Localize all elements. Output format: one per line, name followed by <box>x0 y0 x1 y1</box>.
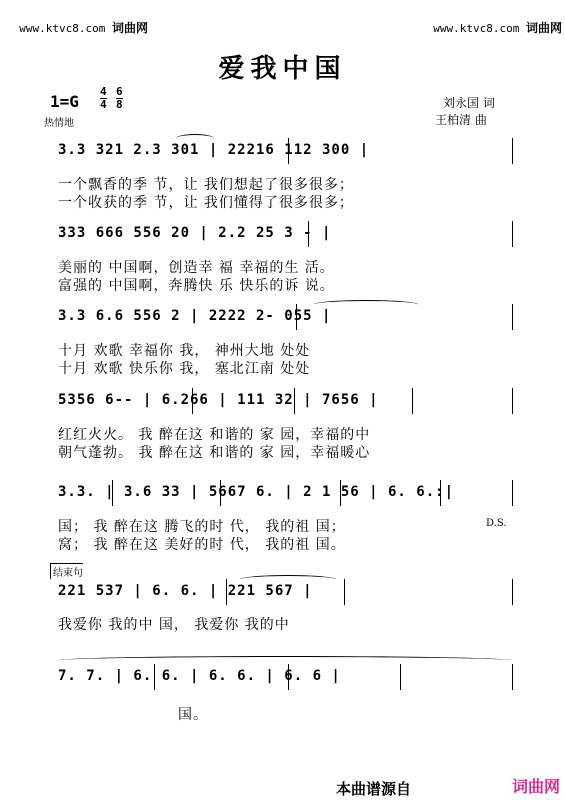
score-row-2 <box>50 225 512 247</box>
time-signature-1: 4 4 <box>100 85 107 111</box>
lyric-row-5-verse-2: 窝； 我 醉在这 美好的时 代， 我的祖 国。 <box>58 537 346 553</box>
lyricist-credit: 刘永国 词 <box>443 96 495 110</box>
composer-credit: 王柏清 曲 <box>435 113 487 127</box>
lyric-row-1-verse-1: 一个飘香的季 节，让 我们想起了很多很多； <box>58 177 354 193</box>
lyric-row-4-verse-2: 朝气蓬勃。 我 醉在这 和谐的 家 园，幸福暖心 <box>58 445 371 461</box>
lyric-row-4-verse-1: 红红火火。 我 醉在这 和谐的 家 园，幸福的中 <box>58 427 371 443</box>
notes-row-4: 5356 6-- | 6.266 | 111 32 | 7656 | <box>58 392 379 408</box>
lyric-row-3-verse-2: 十月 欢歌 快乐你 我， 塞北江南 处处 <box>58 361 311 377</box>
time-signature-2: 6 8 <box>116 85 123 111</box>
lyric-row-6: 我爱你 我的中 国， 我爱你 我的中 <box>58 617 290 633</box>
site-url-right: www.ktvc8.com 词曲网 <box>433 21 562 35</box>
lyric-row-2-verse-2: 富强的 中国啊，奔腾快 乐 快乐的诉 说。 <box>58 278 335 294</box>
score-row-7 <box>50 668 512 690</box>
notes-row-7: 7. 7. | 6. 6. | 6. 6. | 6. 6 | <box>58 668 341 684</box>
score-row-5 <box>50 484 512 506</box>
lyric-row-2-verse-1: 美丽的 中国啊，创造幸 福 幸福的生 活。 <box>58 260 335 276</box>
score-row-4 <box>50 392 512 414</box>
ds-marking: D.S. <box>486 518 507 529</box>
lyric-row-3-verse-1: 十月 欢歌 幸福你 我， 神州大地 处处 <box>58 343 311 359</box>
footer-site-logo: 词曲网 <box>512 777 561 796</box>
song-title: 爱我中国 <box>218 54 347 84</box>
notes-row-3: 3.3 6.6 556 2 | 2222 2- 055 | <box>58 308 332 324</box>
lyric-row-5-verse-1: 国； 我 醉在这 腾飞的时 代， 我的祖 国； <box>58 519 346 535</box>
lyric-row-1-verse-2: 一个收获的季 节，让 我们懂得了很多很多； <box>58 195 354 211</box>
lyric-row-7: 国。 <box>178 707 208 723</box>
ending-section-label: 结束句 <box>50 563 83 579</box>
notes-row-2: 333 666 556 20 | 2.2 25 3 - | <box>58 225 332 241</box>
notes-row-5: 3.3. | 3.6 33 | 5667 6. | 2 1 56 | 6. 6.:| <box>58 484 455 500</box>
site-url-left: www.ktvc8.com 词曲网 <box>19 21 148 35</box>
notes-row-1: 3.3 321 2.3 301 | 22216 112 300 | <box>58 142 370 158</box>
footer-source-label: 本曲谱源自 <box>336 780 412 798</box>
notes-row-6: 221 537 | 6. 6. | 221 567 | <box>58 583 313 599</box>
score-row-6 <box>50 583 512 605</box>
score-row-1 <box>50 142 512 164</box>
score-row-3 <box>50 308 512 330</box>
tempo-marking: 热情地 <box>44 118 74 129</box>
key-signature: 1=G <box>50 92 79 111</box>
